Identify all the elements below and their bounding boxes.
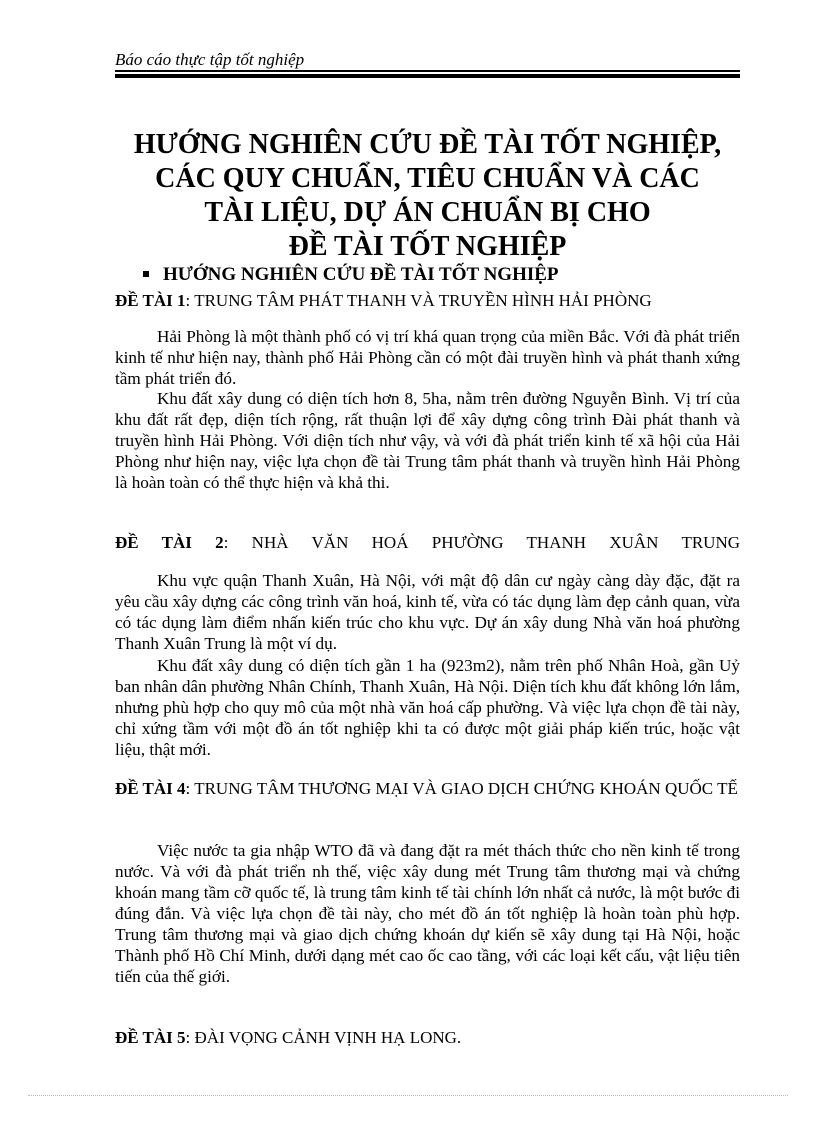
topic-5-heading (115, 1027, 740, 1048)
topic-4-paragraph-1: Việc nước ta gia nhập WTO đã và đang đặt ra mét thách thức cho nền kinh tế trong nước. Và với đà phát triển nh thế, việc xây dung mét Trung tâm thương mại và chứng khoán mang tầm cỡ quốc tế, là trung tâm kinh tế tài chính lớn nhất cả nước, là một bước đi đúng đắn. Và việc lựa chọn đề tài này, cho mét đồ án tốt nghiệp là hoàn toàn phù hợp. Trung tâm thương mại và giao dịch chứng khoán dự kiến sẽ xây dung tại Hà Nội, hoặc Thành phố Hồ Chí Minh, dưới dạng mét cao ốc cao tầng, với các loại kết cấu, vật liệu tiên tiến của thế giới. (115, 841, 740, 986)
title-line: ĐỀ TÀI TỐT NGHIỆP (288, 231, 567, 262)
page-title (100, 128, 755, 264)
topic-4-heading (115, 778, 740, 799)
topic-2-heading (115, 532, 740, 553)
header-rule-thin (115, 70, 740, 72)
topic-2-paragraph-2: Khu đất xây dung có diện tích gần 1 ha (923m2), nằm trên phố Nhân Hoà, gần Uỷ ban nhân dân phường Nhân Chính, Thanh Xuân, Hà Nội. Diện tích khu đất không lớn lắm, nhưng phù hợp cho quy mô của một nhà văn hoá cấp phường. Và việc lựa chọn đề tài này, chỉ xứng tầm với một đồ án tốt nghiệp khi ta có được một giải pháp kiến trúc, hoặc vật liệu, thật mới. (115, 656, 740, 759)
topic-label: ĐỀ TÀI 5 (115, 1028, 186, 1047)
topic-title: : NHÀ VĂN HOÁ PHƯỜNG THANH XUÂN TRUNG (223, 533, 740, 552)
topic-1-paragraph-1: Hải Phòng là một thành phố có vị trí khá quan trọng của miền Bắc. Với đà phát triển kinh tế như hiện nay, thành phố Hải Phòng cần có một đài truyền hình và phát thanh xứng tầm phát triển đó. (115, 327, 740, 388)
topic-label: ĐỀ TÀI 4 (115, 779, 186, 798)
title-line: HƯỚNG NGHIÊN CỨU ĐỀ TÀI TỐT NGHIỆP, (133, 129, 722, 160)
topic-1-heading (115, 290, 740, 311)
topic-2-paragraph-1: Khu vực quận Thanh Xuân, Hà Nội, với mật độ dân cư ngày càng dày đặc, đặt ra yêu cầu xây dựng các công trình văn hoá, kinh tế, vừa có tác dụng làm đẹp cảnh quan, vừa có tác dụng làm điểm nhấn kiến trúc cho khu vực. Dự án xây dung Nhà văn hoá phường Thanh Xuân Trung là một ví dụ. (115, 571, 740, 653)
topic-title: : TRUNG TÂM PHÁT THANH VÀ TRUYỀN HÌNH HẢI PHÒNG (185, 291, 652, 310)
section-heading (143, 264, 559, 286)
square-bullet-icon (143, 271, 149, 277)
topic-title: : TRUNG TÂM THƯƠNG MẠI VÀ GIAO DỊCH CHỨNG KHOÁN QUỐC TẾ (185, 779, 738, 798)
header-rule-thick (115, 74, 740, 78)
title-line: TÀI LIỆU, DỰ ÁN CHUẨN BỊ CHO (204, 197, 651, 228)
topic-label: ĐỀ TÀI 1 (115, 291, 186, 310)
page-bottom-divider (28, 1095, 788, 1096)
topic-title: : ĐÀI VỌNG CẢNH VỊNH HẠ LONG. (185, 1028, 462, 1047)
topic-1-paragraph-2: Khu đất xây dung có diện tích hơn 8, 5ha, nằm trên đường Nguyễn Bình. Vị trí của khu đất rất đẹp, diện tích rộng, rất thuận lợi để xây dựng công trình Đài phát thanh và truyền hình Hải Phòng. Với diện tích như vậy, và với đà phát triển kinh tế xã hội của Hải Phòng như hiện nay, việc lựa chọn đề tài Trung tâm phát thanh và truyền hình Hải Phòng là hoàn toàn có thể thực hiện và khả thi. (115, 389, 740, 492)
title-line: CÁC QUY CHUẨN, TIÊU CHUẨN VÀ CÁC (155, 163, 700, 194)
running-header: Báo cáo thực tập tốt nghiệp (115, 50, 305, 69)
section-heading-text: HƯỚNG NGHIÊN CỨU ĐỀ TÀI TỐT NGHIỆP (163, 264, 559, 285)
topic-label: ĐỀ TÀI 2 (115, 533, 224, 552)
